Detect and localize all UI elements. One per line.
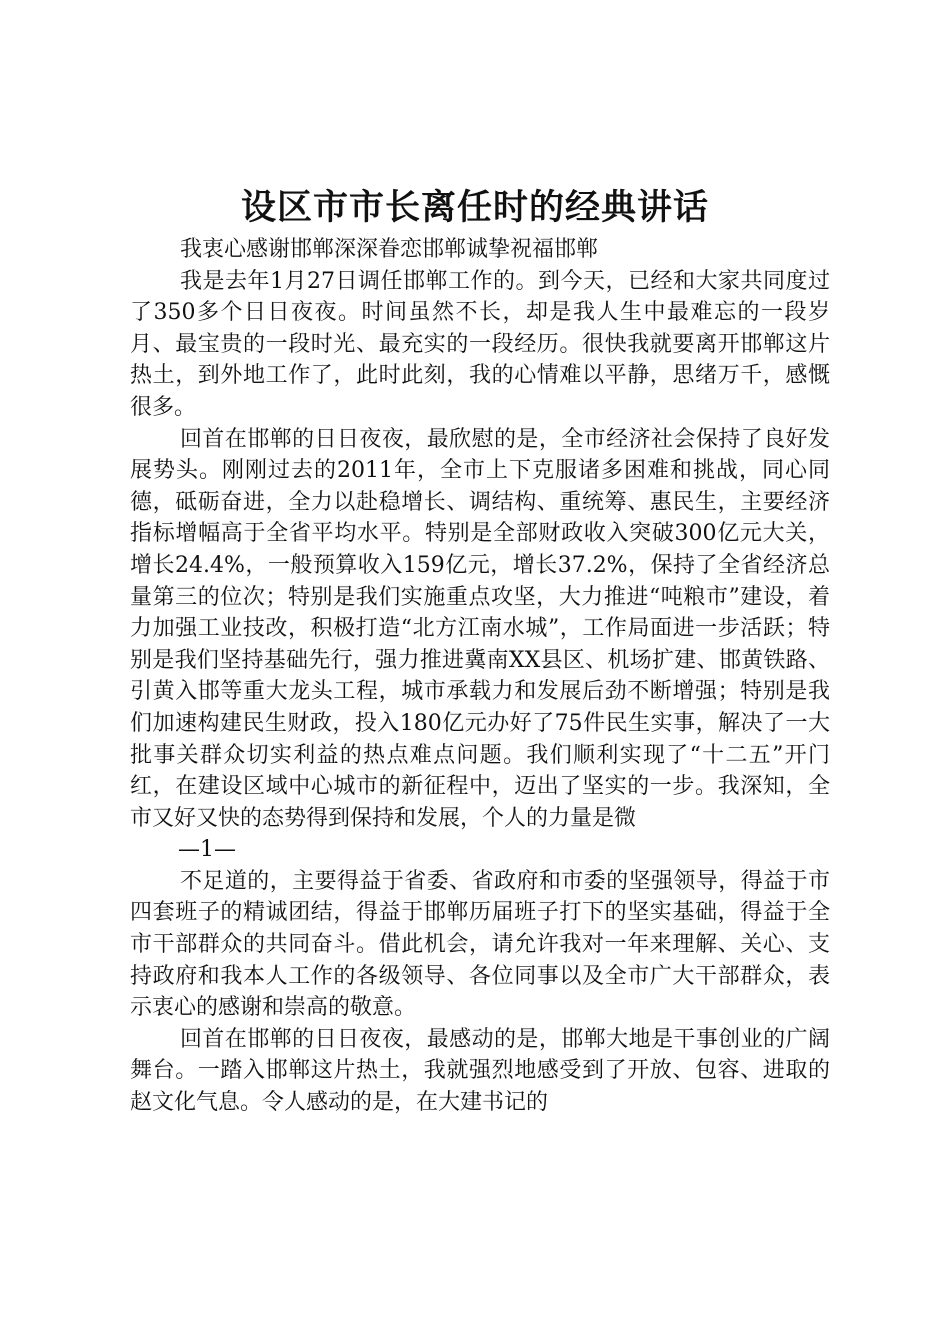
page-number: —1— (178, 837, 236, 863)
paragraph-1: 我是去年1月27日调任邯郸工作的。到今天，已经和大家共同度过了350多个日日夜夜。时间虽然不长，却是我人生中最难忘的一段岁月、最宝贵的一段时光、最充实的一段经历。很快我就要离开邯郸这片热土，到外地工作了，此时此刻，我的心情难以平静，思绪万千，感慨很多。 (130, 268, 830, 420)
paragraph-2: 回首在邯郸的日日夜夜，最欣慰的是，全市经济社会保持了良好发展势头。刚刚过去的2011年，全市上下克服诸多困难和挑战，同心同德，砥砺奋进，全力以赴稳增长、调结构、重统筹、惠民生，主要经济指标增幅高于全省平均水平。特别是全部财政收入突破300亿元大关，增长24.4%，一般预算收入159亿元，增长37.2%，保持了全省经济总量第三的位次；特别是我们实施重点攻坚，大力推进“吨粮市”建设，着力加强工业技改，积极打造“北方江南水城”，工作局面进一步活跃；特别是我们坚持基础先行，强力推进冀南XX县区、机场扩建、邯黄铁路、引黄入邯等重大龙头工程，城市承载力和发展后劲不断增强；特别是我们加速构建民生财政，投入180亿元办好了75件民生实事，解决了一大批事关群众切实利益的热点难点问题。我们顺利实现了“十二五”开门红，在建设区域中心城市的新征程中，迈出了坚实的一步。我深知，全市又好又快的态势得到保持和发展，个人的力量是微 (130, 426, 830, 831)
paragraph-subtitle: 我衷心感谢邯郸深深眷恋邯郸诚挚祝福邯郸 (180, 237, 599, 262)
paragraph-3: 不足道的，主要得益于省委、省政府和市委的坚强领导，得益于市四套班子的精诚团结，得益于邯郸历届班子打下的坚实基础，得益于全市干部群众的共同奋斗。借此机会，请允许我对一年来理解、关心、支持政府和我本人工作的各级领导、各位同事以及全市广大干部群众，表示衷心的感谢和崇高的敬意。 (130, 868, 830, 1021)
paragraph-4: 回首在邯郸的日日夜夜，最感动的是，邯郸大地是干事创业的广阔舞台。一踏入邯郸这片热土，我就强烈地感受到了开放、包容、进取的赵文化气息。令人感动的是，在大建书记的 (130, 1026, 830, 1116)
document-title: 设区市市长离任时的经典讲话 (240, 188, 709, 228)
document-body (130, 234, 830, 1119)
